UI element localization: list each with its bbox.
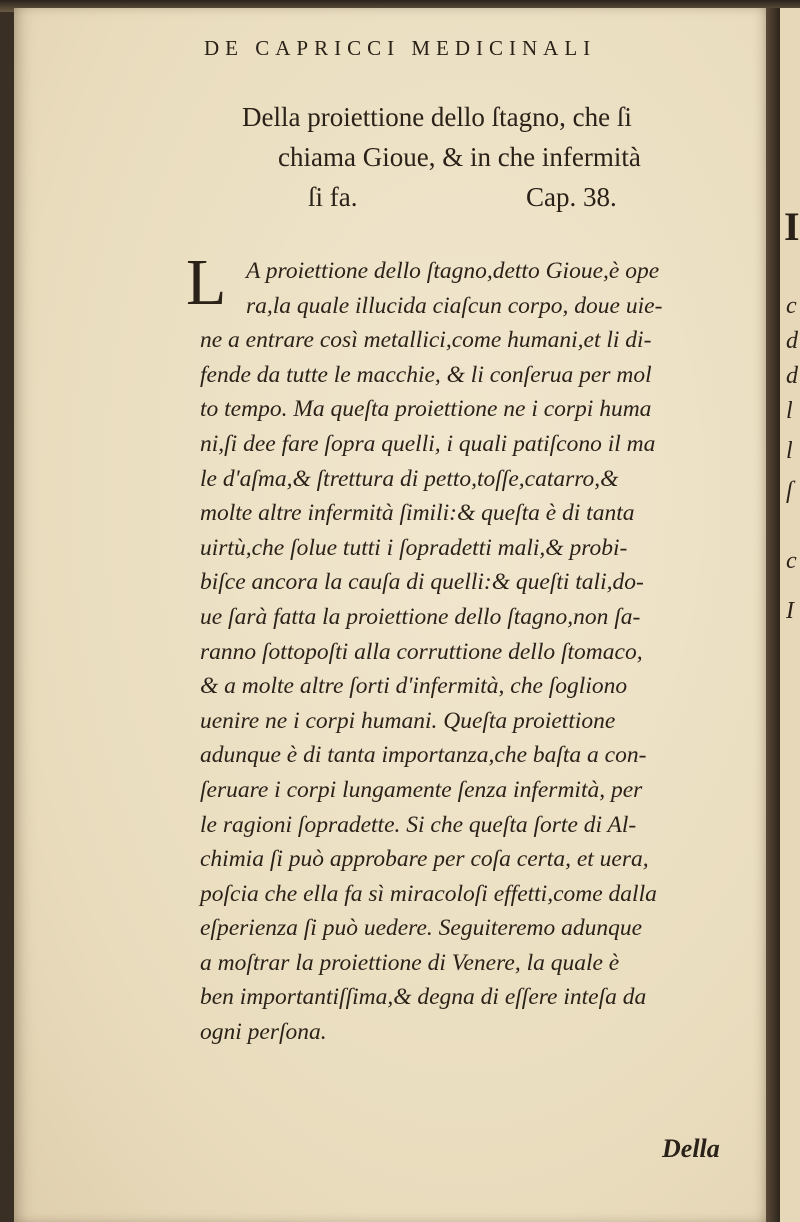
adjacent-page-fragment: ſ — [786, 478, 793, 504]
body-line: uenire ne i corpi humani. Queſta proiettione — [200, 707, 616, 734]
body-line: ra,la quale illucida ciaſcun corpo, doue uie- — [246, 292, 663, 319]
book-page — [14, 8, 766, 1222]
adjacent-page-fragment: c — [786, 293, 797, 319]
adjacent-page-fragment: I — [784, 204, 800, 249]
catchword: Della — [662, 1134, 720, 1163]
body-line: ne a entrare così metallici,come humani,et li di- — [200, 327, 652, 354]
body-line: & a molte altre ſorti d'infermità, che ſogliono — [200, 673, 628, 700]
body-line: ranno ſottopoſti alla corruttione dello ſtomaco, — [200, 638, 643, 665]
body-line: adunque è di tanta importanza,che baſta a con- — [200, 742, 647, 769]
body-line: molte altre infermità ſimili:& queſta è di tanta — [200, 500, 635, 527]
adjacent-page-fragment: I — [786, 598, 794, 624]
body-line: ben importantiſſima,& degna di eſſere inteſa da — [200, 984, 647, 1011]
body-line: fende da tutte le macchie, & li conſerua per mol — [200, 361, 652, 388]
body-line: le ragioni ſopradette. Si che queſta ſorte di Al- — [200, 811, 637, 838]
adjacent-page-fragment: d — [786, 363, 798, 389]
heading-line-2: chiama Gioue, & in che infermità — [278, 142, 641, 172]
body-line: ogni perſona. — [200, 1019, 327, 1046]
heading-line-1: Della proiettione dello ſtagno, che ſi — [242, 102, 632, 132]
running-head: DE CAPRICCI MEDICINALI — [204, 36, 597, 60]
body-line: to tempo. Ma queſta proiettione ne i corpi huma — [200, 396, 652, 423]
adjacent-page-fragment: c — [786, 548, 797, 574]
chapter-number: Cap. 38. — [526, 182, 617, 212]
body-line: ſeruare i corpi lungamente ſenza infermità, per — [200, 776, 643, 803]
adjacent-page-edge — [780, 8, 800, 1222]
heading-line-3: ſi fa. — [308, 182, 358, 212]
body-line: A proiettione dello ſtagno,detto Gioue,è ope — [246, 258, 660, 284]
body-line: eſperienza ſi può uedere. Seguiteremo adunque — [200, 915, 643, 942]
body-line: poſcia che ella fa sì miracoloſi effetti,come dalla — [200, 880, 657, 907]
body-line: chimia ſi può approbare per coſa certa, et uera, — [200, 846, 649, 873]
body-line: le d'aſma,& ſtrettura di petto,toſſe,catarro,& — [200, 465, 619, 492]
adjacent-page-fragment: d — [786, 328, 798, 354]
body-line: biſce ancora la cauſa di quelli:& queſti tali,do- — [200, 569, 644, 596]
body-line: a moſtrar la proiettione di Venere, la quale è — [200, 949, 620, 976]
body-text — [200, 254, 760, 1050]
adjacent-page-fragment: l — [786, 438, 793, 464]
body-line: ue ſarà fatta la proiettione dello ſtagno,non ſa- — [200, 603, 641, 630]
book-gutter — [766, 8, 780, 1222]
body-line: ni,ſi dee fare ſopra quelli, i quali patiſcono il ma — [200, 430, 656, 457]
adjacent-page-fragment: l — [786, 398, 793, 424]
body-line: uirtù,che ſolue tutti i ſopradetti mali,& probi- — [200, 534, 628, 561]
drop-cap: L — [186, 246, 227, 319]
